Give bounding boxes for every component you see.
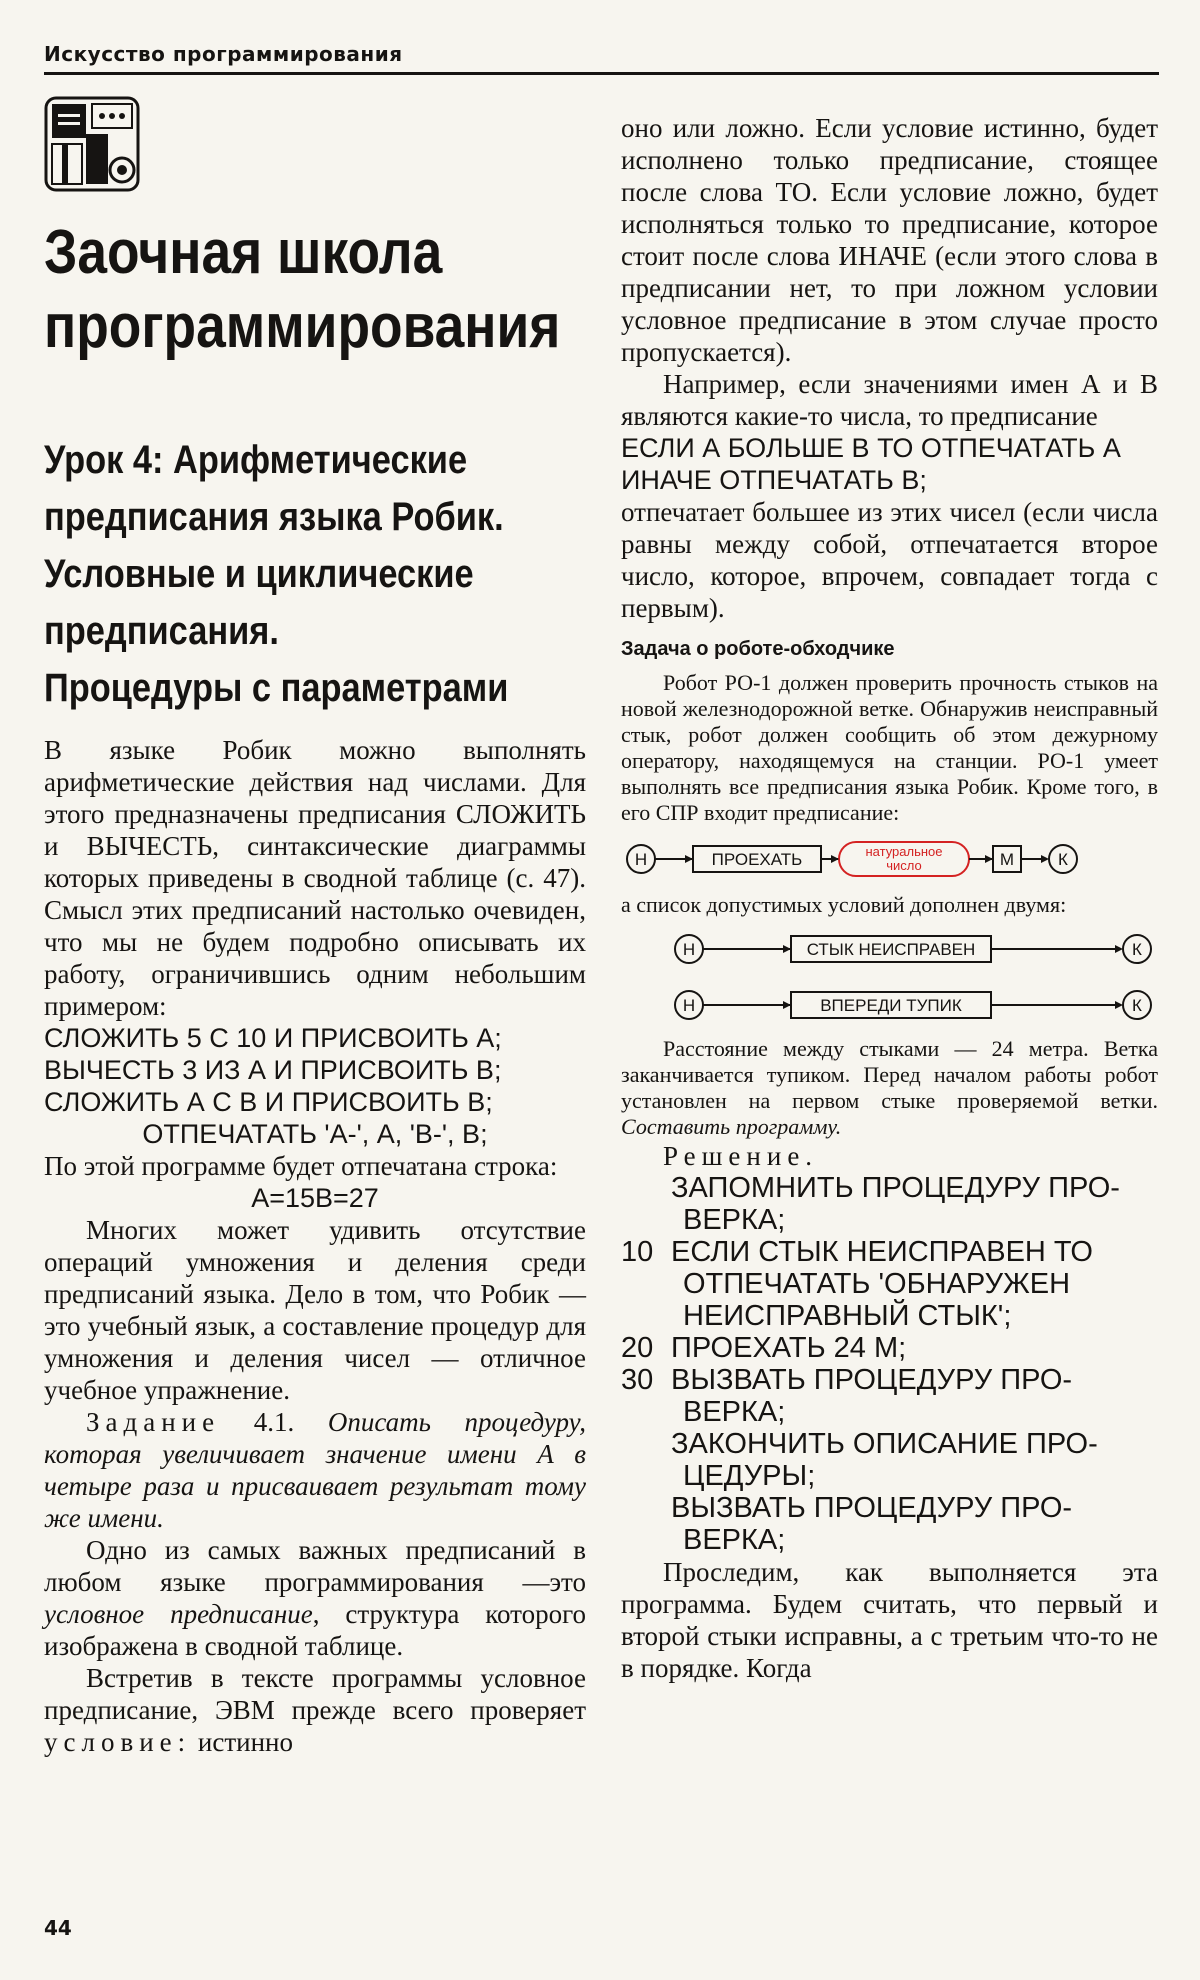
line-continuation: ОТПЕЧАТАТЬ 'ОБНАРУЖЕН НЕИСПРАВНЫЙ СТЫК';	[683, 1268, 1071, 1332]
oval-label: число	[886, 858, 922, 873]
paragraph: Робот РО-1 должен проверить прочность стыков на новой железнодорожной ветке. Обнаружив неисправный стык, робот должен сообщить об этом дежурному оператору, находящемуся на станции. РО-1 умеет выполнять все предписания языка Робик. Кроме того, в его СПР входит предписание:	[621, 670, 1158, 825]
lesson-line: Урок 4: Арифметические	[44, 438, 468, 482]
text-span: Расстояние между стыками — 24 метра. Ветка заканчивается тупиком. Перед началом работы робот установлен на первом стыке проверяемой ветки.	[621, 1036, 1158, 1113]
diagram-box-label: ПРОЕХАТЬ	[711, 850, 803, 869]
school-logo	[44, 96, 140, 192]
page-title	[44, 216, 561, 364]
program-line	[621, 1492, 1158, 1524]
text-span: Одно из самых важных предписаний в любом языке программирования —это	[44, 1535, 586, 1597]
lesson-line: Процедуры с параметрами	[44, 666, 509, 710]
text-span: Встретив в тексте программы условное предписание, ЭВМ прежде всего проверяет	[44, 1663, 586, 1725]
program-line	[621, 1428, 1158, 1460]
syntax-diagram-deadend	[621, 980, 1158, 1030]
text-span: , структура которого изображена в сводной таблице.	[44, 1599, 586, 1661]
left-column	[44, 734, 586, 1758]
code-example: ЕСЛИ А БОЛЬШЕ В ТО ОТПЕЧАТАТЬ А ИНАЧЕ ОТПЕЧАТАТЬ В;	[621, 433, 1121, 495]
task-number: 4.1.	[253, 1407, 295, 1437]
line-continuation: ЦЕДУРЫ;	[683, 1460, 816, 1492]
line-continuation: ВЕРКА;	[683, 1396, 786, 1428]
end-node: К	[1132, 940, 1142, 959]
spaced-word: условие:	[44, 1727, 192, 1757]
lesson-line: предписания.	[44, 609, 279, 653]
lesson-heading	[44, 432, 543, 717]
diagram-box-label: ВПЕРЕДИ ТУПИК	[820, 996, 962, 1015]
paragraph: Многих может удивить отсутствие операций умножения и деления среди предписаний языка. Дело в том, что Робик — это учебный язык, а составление процедур для умножения и деления чисел — отличное учебное упражнение.	[44, 1215, 586, 1405]
program-line	[621, 1364, 1158, 1396]
end-node: К	[1132, 996, 1142, 1015]
task-paragraph	[44, 1406, 586, 1534]
paragraph: оно или ложно. Если условие истинно, будет исполнено только предписание, стоящее после слова ТО. Если условие ложно, будет исполняться только то предписание, которое стоит после слова ИНАЧЕ (если этого слова в предписании нет, то при ложном условии условное предписание в этом случае просто пропускается).	[621, 113, 1158, 367]
program-line	[621, 1172, 1158, 1204]
emphasis: Составить программу.	[621, 1114, 842, 1139]
title-line-1: Заочная школа	[44, 218, 443, 287]
line-number	[621, 1492, 671, 1524]
line-number	[621, 1428, 671, 1460]
emphasis: условное предписание	[44, 1599, 313, 1629]
line-number: 30	[621, 1364, 654, 1396]
start-node: Н	[682, 940, 696, 959]
paragraph: Проследим, как выполняется эта программа. Будем считать, что первый и второй стыки исправны, а с третьим что-то не в порядке. Когда	[621, 1557, 1158, 1683]
paragraph: По этой программе будет отпечатана строка:	[44, 1151, 558, 1181]
line-continuation: ВЕРКА;	[683, 1524, 786, 1556]
line-text: ЗАПОМНИТЬ ПРОЦЕДУРУ ПРО-	[671, 1172, 1120, 1204]
lesson-line: Условные и циклические	[44, 552, 474, 596]
title-line-2: программирования	[44, 292, 561, 361]
paragraph: В языке Робик можно выполнять арифметические действия над числами. Для этого предназначены предписания СЛОЖИТЬ и ВЫЧЕСТЬ, синтаксические диаграммы которых приведены в сводной таблице (с. 47). Смысл этих предписаний настолько очевиден, что мы не будем подробно описывать их работу, ограничившись одним небольшим примером:	[44, 735, 586, 1021]
start-node: Н	[682, 996, 696, 1015]
right-column	[621, 112, 1158, 1684]
line-text: ВЫЗВАТЬ ПРОЦЕДУРУ ПРО-	[671, 1492, 1073, 1524]
lesson-line: предписания языка Робик.	[44, 495, 504, 539]
text-span: истинно	[191, 1727, 293, 1757]
program-line	[621, 1332, 1158, 1364]
line-text: ЗАКОНЧИТЬ ОПИСАНИЕ ПРО-	[671, 1428, 1098, 1460]
syntax-diagram-move	[621, 832, 1158, 886]
task-label: Задание	[86, 1407, 221, 1437]
paragraph	[44, 1662, 586, 1758]
line-text: ПРОЕХАТЬ 24 М;	[671, 1332, 907, 1364]
line-text: ЕСЛИ СТЫК НЕИСПРАВЕН ТО	[671, 1236, 1093, 1268]
code-line: СЛОЖИТЬ А С В И ПРИСВОИТЬ В;	[44, 1087, 493, 1117]
line-number: 10	[621, 1236, 654, 1268]
program-line	[621, 1236, 1158, 1268]
start-node: Н	[634, 850, 648, 869]
end-node: К	[1058, 850, 1068, 869]
unit-label: М	[999, 850, 1015, 869]
subheading: Задача о роботе-обходчике	[621, 638, 895, 660]
line-continuation: ВЕРКА;	[683, 1204, 786, 1236]
paragraph	[44, 1534, 586, 1662]
line-text: ВЫЗВАТЬ ПРОЦЕДУРУ ПРО-	[671, 1364, 1073, 1396]
paragraph: Например, если значениями имен А и В являются какие-то числа, то предписание	[621, 369, 1158, 431]
diagram-box-label: СТЫК НЕИСПРАВЕН	[806, 940, 976, 959]
line-number	[621, 1172, 671, 1204]
page-number: 44	[44, 1916, 72, 1940]
code-line: ВЫЧЕСТЬ 3 ИЗ А И ПРИСВОИТЬ В;	[44, 1055, 502, 1085]
header-rule	[44, 72, 1159, 75]
section-title: Искусство программирования	[44, 42, 403, 66]
solution-label: Решение.	[663, 1141, 819, 1171]
result-line: А=15В=27	[251, 1183, 379, 1213]
program-listing	[621, 1172, 1158, 1556]
paragraph: а список допустимых условий дополнен двумя:	[621, 892, 1067, 917]
running-header	[44, 42, 1159, 74]
syntax-diagram-defect	[621, 924, 1158, 974]
paragraph: отпечатает большее из этих чисел (если числа равны между собой, отпечатается второе число, которое, впрочем, совпадает тогда с первым).	[621, 497, 1158, 623]
oval-label: натуральное	[865, 844, 943, 859]
task-text: Описать процедуру, которая увеличивает значение имени А в четыре раза и присваивает результат тому же имени.	[44, 1407, 587, 1533]
code-line: ОТПЕЧАТАТЬ 'А-', А, 'В-', В;	[142, 1119, 488, 1149]
code-line: СЛОЖИТЬ 5 С 10 И ПРИСВОИТЬ А;	[44, 1023, 502, 1053]
line-number: 20	[621, 1332, 654, 1364]
paragraph	[621, 1036, 1158, 1140]
